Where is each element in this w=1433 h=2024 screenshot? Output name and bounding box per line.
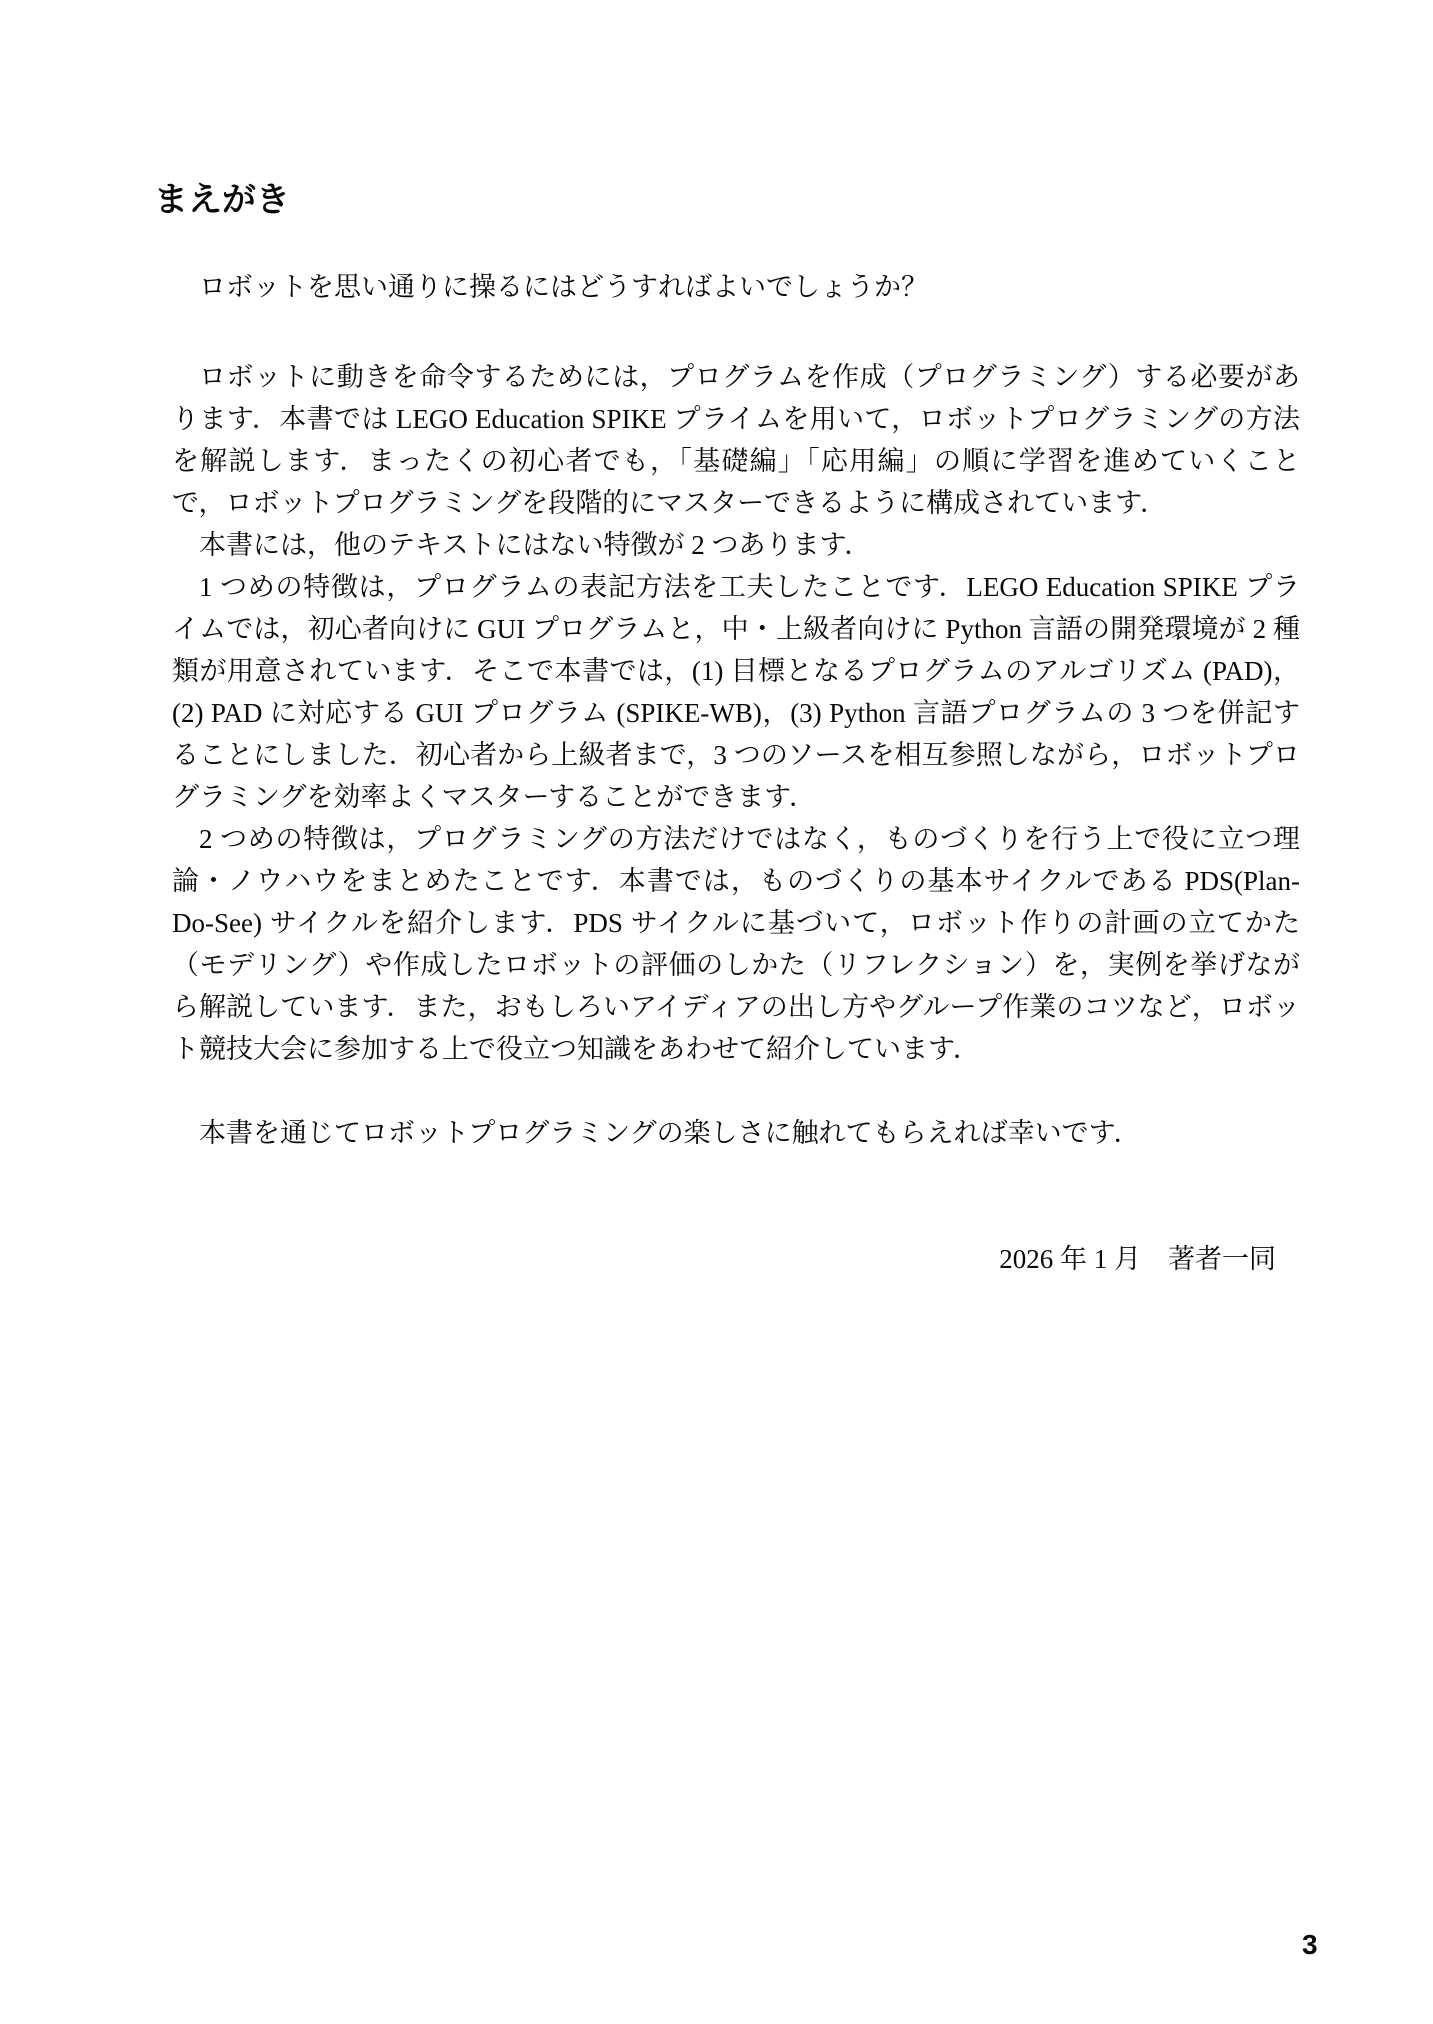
preface-paragraph-feature-1: 1 つめの特徴は，プログラムの表記方法を工夫したことです．LEGO Education SPIKE プライムでは，初心者向けに GUI プログラムと，中・上級者向けに Python 言語の開発環境が 2 種類が用意されています．そこで本書では，(1) 目標となるプログラムのアルゴリズム (PAD)，(2) PAD に対応する GUI プログラム (SPIKE-WB)，(3) Python 言語プログラムの 3 つを併記することにしました．初心者から上級者まで，3 つのソースを相互参照しながら，ロボットプログラミングを効率よくマスターすることができます． [172,572,1300,812]
page-title: まえがき [154,181,290,219]
page-number: 3 [1302,1929,1318,1960]
preface-question-paragraph: ロボットを思い通りに操るにはどうすればよいでしょうか？ [199,272,928,302]
preface-closing-paragraph: 本書を通じてロボットプログラミングの楽しさに触れてもらえれば幸いです． [199,1118,1141,1148]
date-author-line: 2026 年 1 月 著者一同 [999,1244,1276,1274]
preface-content [154,0,1300,1280]
preface-paragraph-features: 本書には，他のテキストにはない特徴が 2 つあります． [199,530,872,560]
preface-paragraph-intro: ロボットに動きを命令するためには，プログラムを作成（プログラミング）する必要があります．本書では LEGO Education SPIKE プライムを用いて，ロボットプログラミングの方法を解説します．まったくの初心者でも，「基礎編」「応用編」の順に学習を進めていくことで，ロボットプログラミングを段階的にマスターできるように構成されています． [172,362,1300,518]
preface-paragraph-feature-2: 2 つめの特徴は，プログラミングの方法だけではなく，ものづくりを行う上で役に立つ理論・ノウハウをまとめたことです．本書では，ものづくりの基本サイクルである PDS(Plan-Do-See) サイクルを紹介します．PDS サイクルに基づいて，ロボット作りの計画の立てかた（モデリング）や作成したロボットの評価のしかた（リフレクション）を，実例を挙げながら解説しています．また，おもしろいアイディアの出し方やグループ作業のコツなど，ロボット競技大会に参加する上で役立つ知識をあわせて紹介しています． [172,824,1300,1064]
